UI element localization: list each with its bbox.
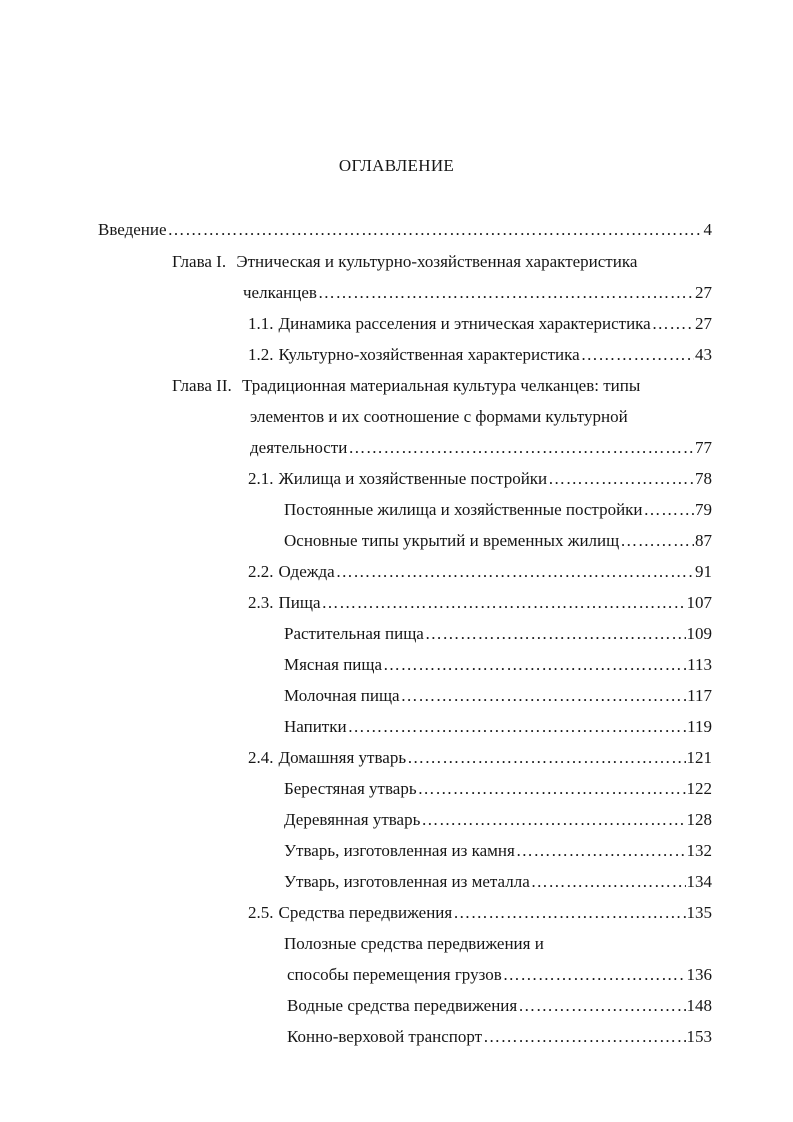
toc-entry-2-1[interactable] [248,468,712,490]
toc-entry-label: Введение [98,220,167,239]
toc-entry-page: 87 [695,531,712,550]
toc-entry-page: 128 [686,810,712,829]
chapter-1-title-line1: Этническая и культурно-хозяйственная характеристика [236,252,638,271]
toc-subentry[interactable] [287,1026,712,1048]
dot-leader [425,623,686,645]
toc-entry-page: 77 [695,438,712,457]
toc-entry-label: Растительная пища [284,624,424,643]
chapter-2-title-line3: деятельности [250,438,348,457]
toc-entry-label: Молочная пища [284,686,400,705]
dot-leader [531,871,686,893]
toc-entry-page: 79 [695,500,712,519]
toc-entry-label: способы перемещения грузов [287,965,502,984]
dot-leader [168,219,703,241]
toc-entry-label: Пища [278,593,321,612]
dot-leader [581,344,694,366]
section-number: 1.2. [248,345,274,364]
toc-entry-page: 4 [703,220,712,239]
toc-subentry-line1: Полозные средства передвижения и [284,934,544,953]
section-number: 2.2. [248,562,274,581]
dot-leader [652,313,694,335]
toc-entry-label: Деревянная утварь [284,810,421,829]
toc-entry-label: Культурно-хозяйственная характеристика [278,345,580,364]
toc-subentry[interactable] [284,778,712,800]
toc-entry-page: 119 [687,717,712,736]
page-title: ОГЛАВЛЕНИЕ [338,156,455,175]
toc-entry-page: 27 [695,283,712,302]
dot-leader [383,654,686,676]
toc-entry-label: Берестяная утварь [284,779,417,798]
section-number: 2.3. [248,593,274,612]
toc-entry-page: 107 [686,593,712,612]
dot-leader [407,747,685,769]
toc-subentry[interactable] [284,809,712,831]
toc-entry-1-2[interactable] [248,344,712,366]
chapter-2-prefix: Глава II. [172,376,232,395]
toc-subentry[interactable] [284,499,712,521]
dot-leader [336,561,694,583]
section-number: 1.1. [248,314,274,333]
dot-leader [318,282,694,304]
toc-entry-label: Конно-верховой транспорт [287,1027,483,1046]
toc-entry-label: Напитки [284,717,347,736]
toc-entry-page: 78 [695,469,712,488]
toc-entry-label: Утварь, изготовленная из камня [284,841,515,860]
dot-leader [418,778,686,800]
toc-entry-page: 148 [686,996,712,1015]
toc-entry-2-2[interactable] [248,561,712,583]
toc-subentry[interactable] [284,685,712,707]
toc-entry-page: 136 [686,965,712,984]
toc-entry-2-4[interactable] [248,747,712,769]
toc-entry-page: 134 [686,872,712,891]
toc-subentry[interactable] [284,871,712,893]
chapter-2-heading[interactable] [172,375,640,397]
toc-entry-label: Одежда [278,562,335,581]
dot-leader [548,468,694,490]
dot-leader [620,530,694,552]
toc-entry-label: Водные средства передвижения [287,996,518,1015]
chapter-2-title-line2: элементов и их соотношение с формами культурной [250,407,628,426]
dot-leader [503,964,686,986]
dot-leader [518,995,685,1017]
toc-entry-page: 135 [686,903,712,922]
toc-entry-2-3[interactable] [248,592,712,614]
dot-leader [348,716,687,738]
toc-entry-page: 122 [686,779,712,798]
toc-entry-page: 113 [687,655,712,674]
toc-entry-label: Средства передвижения [278,903,453,922]
dot-leader [322,592,686,614]
toc-entry-2-5[interactable] [248,902,712,924]
toc-entry-page: 153 [686,1027,712,1046]
toc-entry-label: Жилища и хозяйственные постройки [278,469,548,488]
toc-subentry[interactable] [284,623,712,645]
toc-subentry[interactable] [287,964,712,986]
dot-leader [401,685,687,707]
chapter-1-title-line2: челканцев [243,283,317,302]
dot-leader [483,1026,685,1048]
toc-entry-label: Утварь, изготовленная из металла [284,872,530,891]
toc-entry-page: 91 [695,562,712,581]
toc-subentry[interactable] [284,840,712,862]
chapter-2-title-end[interactable] [250,437,712,459]
toc-entry-page: 117 [687,686,712,705]
toc-entry-1-1[interactable] [248,313,712,335]
toc-entry-label: Домашняя утварь [278,748,407,767]
toc-entry-intro[interactable] [98,219,712,241]
dot-leader [453,902,685,924]
toc-entry-label: Постоянные жилища и хозяйственные постройки [284,500,643,519]
toc-entry-label: Основные типы укрытий и временных жилищ [284,531,620,550]
toc-entry-page: 132 [686,841,712,860]
chapter-1-heading[interactable] [172,251,637,273]
toc-entry-label: Мясная пища [284,655,383,674]
dot-leader [421,809,685,831]
section-number: 2.5. [248,903,274,922]
toc-entry-page: 43 [695,345,712,364]
toc-subentry[interactable] [287,995,712,1017]
toc-entry-page: 121 [686,748,712,767]
chapter-1-title-end[interactable] [243,282,712,304]
dot-leader [348,437,694,459]
chapter-1-prefix: Глава I. [172,252,227,271]
chapter-2-title-line1: Традиционная материальная культура челканцев: типы [242,376,641,395]
dot-leader [644,499,694,521]
toc-subentry[interactable] [284,716,712,738]
toc-entry-page: 27 [695,314,712,333]
dot-leader [516,840,686,862]
toc-subentry[interactable] [284,654,712,676]
toc-entry-page: 109 [686,624,712,643]
toc-subentry[interactable] [284,530,712,552]
section-number: 2.4. [248,748,274,767]
section-number: 2.1. [248,469,274,488]
toc-entry-label: Динамика расселения и этническая характеристика [278,314,651,333]
